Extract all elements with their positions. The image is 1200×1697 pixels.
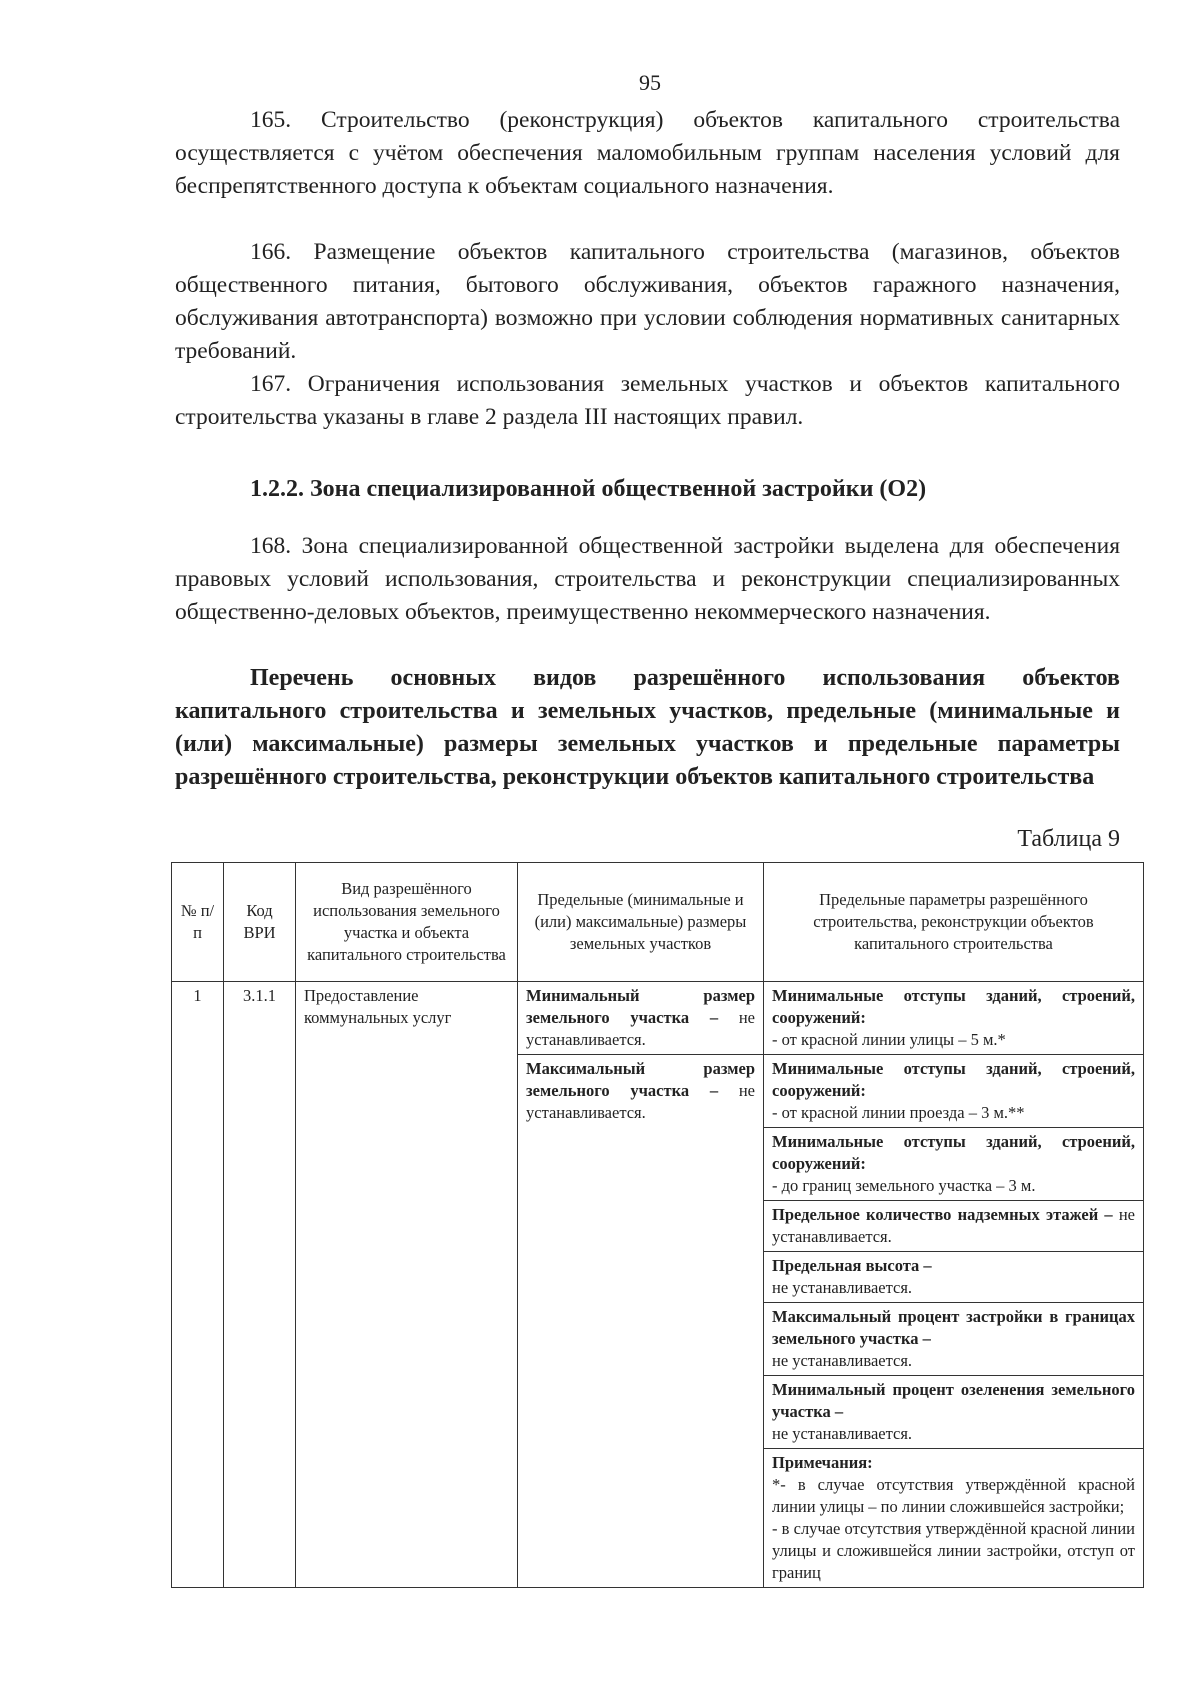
- header-params: Предельные параметры разрешённого строительства, реконструкции объектов капитального строительства: [764, 863, 1144, 982]
- cell-code: 3.1.1: [224, 982, 296, 1588]
- param-5-label: Предельная высота –: [772, 1256, 932, 1275]
- cell-param-5: [764, 1252, 1144, 1303]
- cell-param-3: [764, 1128, 1144, 1201]
- notes-title: Примечания:: [772, 1453, 873, 1472]
- param-7-value: не устанавливается.: [772, 1424, 913, 1443]
- paragraph-168: [175, 530, 1120, 629]
- paragraph-168-text: 168. Зона специализированной общественной застройки выделена для обеспечения правовых условий использования, строительства и реконструкции специализированных общественно-деловых объектов, преимущественно некоммерческого назначения.: [175, 533, 1120, 625]
- note-1: *- в случае отсутствия утверждённой красной линии улицы – по линии сложившейся застройки;: [772, 1475, 1135, 1516]
- paragraph-166: [175, 236, 1120, 368]
- cell-size-min: [518, 982, 764, 1055]
- header-kind: Вид разрешённого использования земельного участка и объекта капитального строительства: [296, 863, 518, 982]
- paragraph-166-text: 166. Размещение объектов капитального строительства (магазинов, объектов общественного питания, бытового обслуживания, объектов гаражного назначения, обслуживания автотранспорта) возможно при условии соблюдения нормативных санитарных требований.: [175, 239, 1120, 364]
- table-label: Таблица 9: [1017, 826, 1120, 852]
- cell-kind: Предоставление коммунальных услуг: [296, 982, 518, 1588]
- cell-notes: [764, 1449, 1144, 1588]
- param-3-label: Минимальные отступы зданий, строений, сооружений:: [772, 1132, 1135, 1173]
- paragraph-165: [175, 104, 1120, 203]
- cell-size-max: [518, 1055, 764, 1588]
- permitted-use-table: [171, 862, 1144, 1588]
- param-6-value: не устанавливается.: [772, 1351, 913, 1370]
- list-heading-text: Перечень основных видов разрешённого использования объектов капитального строительства и земельных участков, предельные (минимальные и (или) максимальные) размеры земельных участков и предельные параметры разрешённого строительства, реконструкции объектов капитального строительства: [175, 665, 1120, 790]
- header-size: Предельные (минимальные и (или) максимальные) размеры земельных участков: [518, 863, 764, 982]
- cell-param-4: [764, 1201, 1144, 1252]
- table-row: [172, 982, 1144, 1055]
- size-max-label: Максимальный размер земельного участка –: [526, 1059, 755, 1100]
- cell-param-7: [764, 1376, 1144, 1449]
- param-1-value: - от красной линии улицы – 5 м.*: [772, 1030, 1006, 1049]
- cell-param-6: [764, 1303, 1144, 1376]
- size-min-value: не устанавливается.: [526, 1008, 755, 1049]
- section-title: 1.2.2. Зона специализированной общественной застройки (О2): [250, 476, 927, 502]
- param-2-value: - от красной линии проезда – 3 м.**: [772, 1103, 1025, 1122]
- cell-num: 1: [172, 982, 224, 1588]
- param-2-label: Минимальные отступы зданий, строений, сооружений:: [772, 1059, 1135, 1100]
- size-max-value: не устанавливается.: [526, 1081, 755, 1122]
- size-min-label: Минимальный размер земельного участка –: [526, 986, 755, 1027]
- paragraph-167: [175, 368, 1120, 434]
- param-6-label: Максимальный процент застройки в границах земельного участка –: [772, 1307, 1135, 1348]
- header-num: № п/п: [172, 863, 224, 982]
- cell-param-1: [764, 982, 1144, 1055]
- list-heading: [175, 662, 1120, 794]
- param-4-label: Предельное количество надземных этажей –: [772, 1205, 1113, 1224]
- header-code: Код ВРИ: [224, 863, 296, 982]
- param-5-value: не устанавливается.: [772, 1278, 913, 1297]
- paragraph-165-text: 165. Строительство (реконструкция) объектов капитального строительства осуществляется с учётом обеспечения маломобильным группам населения условий для беспрепятственного доступа к объектам социального назначения.: [175, 107, 1120, 199]
- cell-param-2: [764, 1055, 1144, 1128]
- param-4-value: не устанавливается.: [772, 1205, 1135, 1246]
- param-7-label: Минимальный процент озеленения земельного участка –: [772, 1380, 1135, 1421]
- param-3-value: - до границ земельного участка – 3 м.: [772, 1176, 1036, 1195]
- paragraph-167-text: 167. Ограничения использования земельных участков и объектов капитального строительства указаны в главе 2 раздела III настоящих правил.: [175, 371, 1120, 430]
- table-header-row: [172, 863, 1144, 982]
- param-1-label: Минимальные отступы зданий, строений, сооружений:: [772, 986, 1135, 1027]
- note-2: - в случае отсутствия утверждённой красной линии улицы и сложившейся линии застройки, отступ от границ: [772, 1519, 1135, 1582]
- page-number: 95: [639, 70, 661, 95]
